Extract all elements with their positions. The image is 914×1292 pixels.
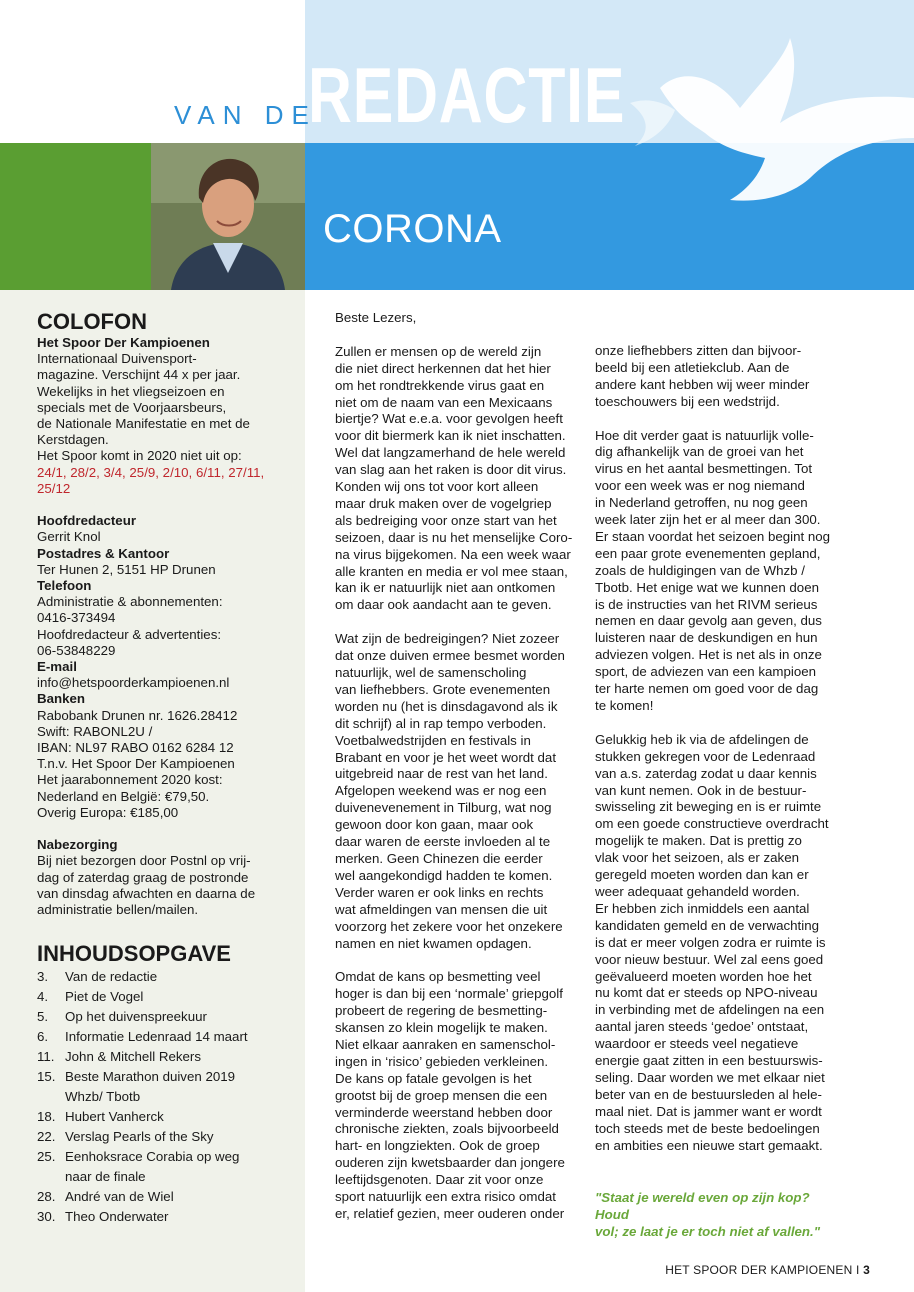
nabezorging-line: Bij niet bezorgen door Postnl op vrij- xyxy=(37,853,251,869)
banken-line: Het jaarabonnement 2020 kost: xyxy=(37,772,223,788)
article-line: beeld bij een atletiekclub. Aan de xyxy=(595,359,790,375)
article-line: Omdat de kans op besmetting veel xyxy=(335,969,541,985)
article-paragraph xyxy=(595,428,843,715)
article-line: Tbotb. Het enige wat we kunnen doen xyxy=(595,579,819,595)
table-of-contents xyxy=(37,967,299,1227)
header-green-block xyxy=(0,143,151,290)
toc-item-title: Whzb/ Tbotb xyxy=(65,1089,141,1104)
article-line: in verbinding met de afdelingen na een xyxy=(595,1002,825,1018)
toc-item xyxy=(37,1187,299,1207)
article-line: energie gaat zitten in een bestuurswis- xyxy=(595,1053,823,1069)
article-column-1 xyxy=(335,310,583,1240)
toc-item xyxy=(37,1167,299,1187)
article-line: mogelijk te maken. Dat is prettig zo xyxy=(595,833,802,849)
article-line: weer adequaat gehandeld worden. xyxy=(595,883,800,899)
banken-label: Banken xyxy=(37,691,86,707)
article-line: gewoon door kon gaan, maar ook xyxy=(335,817,534,833)
article-line: skansen zo klein mogelijk te maken. xyxy=(335,1020,548,1036)
banken-line: Rabobank Drunen nr. 1626.28412 xyxy=(37,707,238,723)
nabezorging-label: Nabezorging xyxy=(37,837,118,853)
article-line: Wat zijn de bedreigingen? Niet zozeer xyxy=(335,631,560,647)
article-line: van kunt nemen. Ook in de bestuur- xyxy=(595,782,807,798)
article-line: daar waren de eerste invloeden al te xyxy=(335,834,551,850)
toc-item xyxy=(37,1087,299,1107)
article-line: wel aangekondigd hadden te komen. xyxy=(335,867,553,883)
toc-item-title: Piet de Vogel xyxy=(65,989,144,1004)
pull-quote-line: vol; ze laat je er toch niet af vallen." xyxy=(595,1223,821,1239)
toc-item-number: 4. xyxy=(37,989,49,1004)
toc-item-title: Van de redactie xyxy=(65,969,158,984)
article-line: zoals de huldigingen van de Whzb / xyxy=(595,562,805,578)
hoofdredacteur-label: Hoofdredacteur xyxy=(37,513,136,529)
toc-item-title: André van de Wiel xyxy=(65,1189,174,1204)
article-line: natuurlijk, wel de samenscholing xyxy=(335,665,527,680)
toc-item-title: Op het duivenspreekuur xyxy=(65,1009,207,1024)
pull-quote xyxy=(595,1190,845,1241)
article-topic-title: CORONA xyxy=(323,207,502,251)
article-line: voor dit biermerk kan ik niet inschatten. xyxy=(335,428,566,444)
article-line: grootst bij de groep mensen die een xyxy=(335,1087,548,1103)
article-line: leeftijdsgenoten. Daar zit voor onze xyxy=(335,1172,544,1188)
article-line: er, relatief gezien, meer ouderen onder xyxy=(335,1205,565,1221)
article-line: chronische ziekten, zoals bijvoorbeeld xyxy=(335,1121,559,1137)
toc-item-title: Informatie Ledenraad 14 maart xyxy=(65,1029,248,1044)
article-line: seizoen, daar is nu het menselijke Coro- xyxy=(335,529,573,545)
toc-item-number: 28. xyxy=(37,1189,56,1204)
toc-item-number: 15. xyxy=(37,1069,56,1084)
article-line: Brabant en voor je het weet wordt dat xyxy=(335,749,557,765)
colofon-intro-line: specials met de Voorjaarsbeurs, xyxy=(37,399,227,415)
article-line: probeert de regering de besmetting- xyxy=(335,1003,548,1019)
banken-line: T.n.v. Het Spoor Der Kampioenen xyxy=(37,756,235,772)
article-paragraph xyxy=(335,344,583,615)
toc-item-title: Hubert Vanherck xyxy=(65,1109,164,1124)
article-line: biertje? Wat e.e.a. voor gevolgen heeft xyxy=(335,411,563,427)
article-paragraph xyxy=(595,732,843,1155)
article-line: kandidaten gemeld en de verwachting xyxy=(595,917,819,933)
toc-item-number: 11. xyxy=(37,1049,55,1064)
colofon-intro-line: Kerstdagen. xyxy=(37,432,109,448)
inhoudsopgave-title: INHOUDSOPGAVE xyxy=(37,941,231,966)
article-line: hart- en longziekten. Ook de groep xyxy=(335,1138,540,1154)
toc-item-title: naar de finale xyxy=(65,1169,146,1184)
nabezorging-line: administratie bellen/mailen. xyxy=(37,902,199,918)
article-line: week later zijn het er al meer dan 300. xyxy=(595,512,821,528)
article-line: swisseling zit beweging en is er ruimte xyxy=(595,799,822,815)
telefoon-line: 06-53848229 xyxy=(37,642,116,658)
article-line: seling. Daar worden we met elkaar niet xyxy=(595,1069,825,1085)
article-line: sport, de adviezen van een kampioen xyxy=(595,664,817,680)
toc-item-title: Eenhoksrace Corabia op weg xyxy=(65,1149,240,1164)
article-line: De kans op fatale gevolgen is het xyxy=(335,1070,532,1086)
banken-line: Nederland en België: €79,50. xyxy=(37,788,210,804)
article-line: wat afmeldingen van mensen die uit xyxy=(335,901,548,917)
dove-illustration xyxy=(620,28,914,208)
toc-item-number: 30. xyxy=(37,1209,56,1224)
article-line: onze liefhebbers zitten dan bijvoor- xyxy=(595,343,802,358)
skip-dates-line: 25/12 xyxy=(37,480,71,496)
toc-item-number xyxy=(37,1167,65,1187)
article-line: toeschouwers bij een wedstrijd. xyxy=(595,393,780,409)
article-line: Wel dat langzamerhand de hele wereld xyxy=(335,445,566,461)
telefoon-line: Administratie & abonnementen: xyxy=(37,594,223,610)
article-line: en ambities een nieuwe start gemaakt. xyxy=(595,1137,823,1153)
toc-item xyxy=(37,967,299,987)
toc-item xyxy=(37,1107,299,1127)
hoofdredacteur-name: Gerrit Knol xyxy=(37,529,101,545)
article-line: geëvalueerd moeten worden hoe het xyxy=(595,968,812,984)
article-line: nu komt dat er steeds op NPO-niveau xyxy=(595,985,818,1001)
article-line: maal niet. Dat is jammer want er wordt xyxy=(595,1103,822,1119)
colofon-title: COLOFON xyxy=(37,309,147,334)
footer-publication: HET SPOOR DER KAMPIOENEN xyxy=(665,1263,853,1277)
article-line: Verder waren er ook links en rechts xyxy=(335,884,544,900)
redactie-title: REDACTIE xyxy=(308,51,626,139)
van-de-label: VAN DE xyxy=(174,100,317,130)
toc-item-number: 6. xyxy=(37,1029,49,1044)
toc-item xyxy=(37,1007,299,1027)
article-line: adviezen volgen. Het is net als in onze xyxy=(595,647,822,663)
toc-item-number: 5. xyxy=(37,1009,49,1024)
article-line: dig afhankelijk van de groei van het xyxy=(595,444,804,460)
toc-item xyxy=(37,1207,299,1227)
article-line: om het rondtrekkende virus gaat en xyxy=(335,377,545,393)
article-line: Konden wij ons tot voor kort alleen xyxy=(335,479,539,495)
article-line: maar druk maken over de vogelgriep xyxy=(335,495,552,511)
colofon-section xyxy=(37,309,287,918)
toc-item xyxy=(37,1047,299,1067)
magazine-name: Het Spoor Der Kampioenen xyxy=(37,335,210,350)
article-line: ingen in ‘risico’ gebieden verkleinen. xyxy=(335,1053,549,1069)
article-line: om daar ook aandacht aan te geven. xyxy=(335,597,552,613)
article-line: dit schrijf) al in rap tempo verboden. xyxy=(335,715,547,731)
toc-item xyxy=(37,1147,299,1167)
toc-item-number: 25. xyxy=(37,1149,56,1164)
article-line: een paar grote evenementen gepland, xyxy=(595,545,821,561)
article-column-2 xyxy=(595,343,843,1171)
article-line: namen en niet kwamen opdagen. xyxy=(335,935,532,951)
article-line: in Nederland getroffen, nu nog geen xyxy=(595,495,808,511)
article-line: nemen en daar gevolg aan geven, dus xyxy=(595,613,822,629)
article-line: beter van en de bestuursleden al hele- xyxy=(595,1086,822,1102)
postadres-label: Postadres & Kantoor xyxy=(37,545,170,561)
toc-item xyxy=(37,987,299,1007)
toc-item xyxy=(37,1127,299,1147)
skip-dates-line: 24/1, 28/2, 3/4, 25/9, 2/10, 6/11, 27/11, xyxy=(37,464,265,480)
article-line: duivenevenement in Tilburg, wat nog xyxy=(335,800,552,816)
telefoon-line: Hoofdredacteur & advertenties: xyxy=(37,626,222,642)
toc-item xyxy=(37,1027,299,1047)
article-line: geregeld moeten worden dan kan er xyxy=(595,867,809,883)
article-line: Afgelopen weekend was er nog een xyxy=(335,783,547,799)
article-line: te komen! xyxy=(595,698,654,714)
article-line: verminderde weerstand hebben door xyxy=(335,1104,553,1120)
article-line: niet om de naam van een Mexicaans xyxy=(335,394,553,410)
article-line: Voetbalwedstrijden en festivals in xyxy=(335,732,531,748)
article-paragraph xyxy=(335,310,583,327)
article-line: Niet elkaar aanraken en samenschol- xyxy=(335,1036,556,1052)
inhoud-heading-wrap xyxy=(37,941,287,967)
article-line: hoger is dan bij een ‘normale’ griepgolf xyxy=(335,986,563,1002)
email-value[interactable]: info@hetspoorderkampioenen.nl xyxy=(37,675,230,691)
article-line: virus en het aantal besmettingen. Tot xyxy=(595,461,813,477)
toc-item xyxy=(37,1067,299,1087)
postadres-value: Ter Hunen 2, 5151 HP Drunen xyxy=(37,561,216,577)
article-paragraph xyxy=(595,343,843,411)
footer-separator: I xyxy=(856,1263,860,1277)
telefoon-line: 0416-373494 xyxy=(37,610,116,626)
banken-line: Swift: RABONL2U / xyxy=(37,723,153,739)
article-line: Zullen er mensen op de wereld zijn xyxy=(335,343,542,359)
article-line: Beste Lezers, xyxy=(335,310,417,325)
page-number: 3 xyxy=(863,1263,870,1277)
article-line: van liefhebbers. Grote evenementen xyxy=(335,681,551,697)
toc-item-number xyxy=(37,1087,65,1107)
article-line: kan ik er natuurlijk niet aan ontkomen xyxy=(335,580,556,596)
article-line: ouderen zijn kwetsbaarder dan jongere xyxy=(335,1155,565,1171)
banken-line: Overig Europa: €185,00 xyxy=(37,804,179,820)
banken-line: IBAN: NL97 RABO 0162 6284 12 xyxy=(37,740,234,756)
article-line: merken. Geen Chinezen die eerder xyxy=(335,850,543,866)
article-line: na virus bijgekomen. Na een week waar xyxy=(335,546,571,562)
article-line: aantal jaren steeds ‘gedoe’ ontstaat, xyxy=(595,1019,809,1035)
article-line: alle kranten en media er vol mee staan, xyxy=(335,563,568,579)
page-footer xyxy=(665,1263,870,1277)
colofon-intro-line: Internationaal Duivensport- xyxy=(37,351,197,367)
article-line: andere kant hebben wij weer minder xyxy=(595,376,810,392)
toc-item-title: John & Mitchell Rekers xyxy=(65,1049,201,1064)
article-line: luisteren naar de deskundigen en hun xyxy=(595,630,818,646)
article-line: voor een week was er nog niemand xyxy=(595,478,805,494)
colofon-intro-line: de Nationale Manifestatie en met de xyxy=(37,416,250,432)
article-line: stukken gekregen voor de Ledenraad xyxy=(595,748,816,764)
toc-item-title: Verslag Pearls of the Sky xyxy=(65,1129,214,1144)
article-line: Hoe dit verder gaat is natuurlijk volle- xyxy=(595,427,814,443)
article-line: van a.s. zaterdag zodat u daar kennis xyxy=(595,765,817,781)
article-line: van slag aan het raken is door dit virus. xyxy=(335,462,567,478)
article-line: om een goede constructieve overdracht xyxy=(595,816,829,832)
article-paragraph xyxy=(335,631,583,952)
article-line: Gelukkig heb ik via de afdelingen de xyxy=(595,731,809,747)
article-paragraph xyxy=(335,969,583,1223)
article-line: toch steeds met de beste bedoelingen xyxy=(595,1120,820,1136)
pull-quote-line: "Staat je wereld even op zijn kop? Houd xyxy=(595,1190,810,1222)
article-line: Er staan voordat het seizoen begint nog xyxy=(595,528,831,544)
editor-portrait-photo xyxy=(151,143,305,290)
article-line: uitgebreid naar de rest van het land. xyxy=(335,766,548,782)
article-line: als bedreiging voor onze start van het xyxy=(335,512,557,528)
article-line: sport natuurlijk een extra risico omdat xyxy=(335,1189,556,1205)
telefoon-label: Telefoon xyxy=(37,578,92,594)
toc-item-number: 3. xyxy=(37,969,49,984)
article-line: dat onze duiven ermee besmet worden xyxy=(335,648,565,664)
nabezorging-line: dag of zaterdag graag de postronde xyxy=(37,869,249,885)
nabezorging-line: van dinsdag afwachten en daarna de xyxy=(37,885,256,901)
toc-item-number: 18. xyxy=(37,1109,56,1124)
article-line: Er hebben zich inmiddels een aantal xyxy=(595,900,810,916)
article-line: worden nu (het is dinsdagavond als ik xyxy=(335,698,558,714)
toc-item-number: 22. xyxy=(37,1129,56,1144)
toc-item-title: Theo Onderwater xyxy=(65,1209,169,1224)
article-line: die niet direct herkennen dat het hier xyxy=(335,360,551,376)
article-line: ter harte nemen om goed voor de dag xyxy=(595,681,819,697)
article-line: voorzorg het zekere voor het onzekere xyxy=(335,918,563,934)
colofon-intro-line: magazine. Verschijnt 44 x per jaar. xyxy=(37,367,241,383)
article-line: waardoor er steeds veel negatieve xyxy=(595,1036,799,1052)
toc-item-title: Beste Marathon duiven 2019 xyxy=(65,1069,236,1084)
article-line: voor nieuw bestuur. Wel zal eens goed xyxy=(595,951,824,967)
colofon-intro-line: Het Spoor komt in 2020 niet uit op: xyxy=(37,448,242,464)
article-line: is de instructies van het RIVM serieus xyxy=(595,596,818,612)
email-label: E-mail xyxy=(37,659,77,675)
colofon-intro-line: Wekelijks in het vliegseizoen en xyxy=(37,383,225,399)
article-line: vlak voor het seizoen, als er zaken xyxy=(595,850,799,866)
article-line: is dat er meer volgen zodra er ruimte is xyxy=(595,934,826,950)
